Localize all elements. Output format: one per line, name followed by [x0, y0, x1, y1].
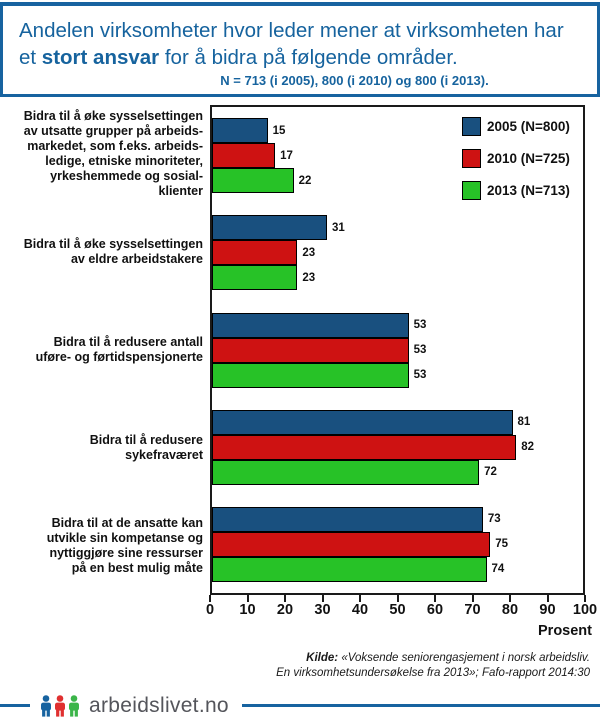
legend-label: 2013 (N=713): [487, 183, 570, 199]
legend-swatch: [462, 117, 481, 136]
category-label-line: av eldre arbeidstakere: [70, 252, 203, 267]
logo-text: arbeidslivet.no: [89, 693, 229, 717]
bar: [212, 460, 479, 485]
bar: [212, 215, 327, 240]
axis-tick-label: 80: [501, 602, 519, 619]
category-label-line: Bidra til å øke sysselsettingen: [23, 237, 203, 252]
category-label: [0, 203, 203, 301]
bar-value-label: 15: [272, 124, 286, 137]
legend: [462, 117, 570, 200]
category-label: [0, 399, 203, 497]
axis-tick-label: 100: [572, 602, 598, 619]
axis-tick-label: 30: [314, 602, 331, 619]
bar-row: [212, 338, 583, 363]
x-axis: [205, 595, 598, 623]
bar-value-label: 53: [413, 369, 427, 382]
bar-value-label: 73: [487, 513, 501, 526]
axis-tick-label: 10: [239, 602, 256, 619]
category-label: [0, 497, 203, 595]
bar-value-label: 53: [413, 344, 427, 357]
category-label-line: på en best mulig måte: [71, 561, 203, 576]
bar-row: [212, 435, 583, 460]
bar: [212, 313, 409, 338]
axis-tick: [284, 595, 286, 602]
bar-value-label: 53: [413, 319, 427, 332]
category-label-line: uføre- og førtidspensjonerte: [35, 350, 203, 365]
category-label-line: klienter: [158, 184, 203, 199]
bar-row: [212, 460, 583, 485]
chart-title: [19, 17, 585, 71]
axis-tick-label: 90: [539, 602, 556, 619]
bar-row: [212, 240, 583, 265]
bar-value-label: 17: [280, 149, 293, 162]
axis-tick-label: 40: [351, 602, 369, 619]
category-label-line: yrkeshemmede og sosial-: [50, 169, 203, 184]
legend-swatch: [462, 149, 481, 168]
bar-row: [212, 265, 583, 290]
legend-label: 2005 (N=800): [487, 119, 570, 135]
plot-column: [205, 105, 598, 640]
axis-tick-label: 50: [389, 602, 406, 619]
category-label: [0, 301, 203, 399]
bar-value-label: 81: [517, 416, 531, 429]
person-icon: [54, 695, 66, 717]
bar-value-label: 31: [332, 221, 345, 234]
category-label-line: ledige, etniske minoriteter,: [45, 154, 203, 169]
bar: [212, 435, 516, 460]
person-icon: [68, 695, 80, 717]
category-label: [0, 105, 203, 203]
bar-value-label: 82: [521, 441, 535, 454]
bar: [212, 507, 483, 532]
bar: [212, 240, 297, 265]
title-box: [0, 2, 600, 97]
bar: [212, 557, 487, 582]
bar-value-label: 75: [495, 538, 509, 551]
bar-group: [212, 496, 583, 593]
bar-row: [212, 507, 583, 532]
people-logo-icon: [40, 695, 80, 717]
legend-item: [462, 181, 570, 200]
footer-line-left: [0, 704, 30, 707]
bar-chart: [0, 105, 600, 639]
bar: [212, 118, 268, 143]
axis-tick: [397, 595, 399, 602]
legend-item: [462, 117, 570, 136]
bar-group: [212, 301, 583, 398]
bar-value-label: 72: [484, 466, 497, 479]
bar-row: [212, 410, 583, 435]
bar-row: [212, 363, 583, 388]
bar-value-label: 74: [491, 563, 505, 576]
axis-tick-label: 0: [205, 602, 215, 619]
footer-line-right: [242, 704, 600, 707]
bar: [212, 265, 297, 290]
category-label-line: nyttiggjøre sine ressurser: [49, 546, 203, 561]
category-label-line: av utsatte grupper på arbeids-: [23, 124, 203, 139]
category-label-line: sykefraværet: [125, 448, 203, 463]
category-label-line: Bidra til å redusere antall: [53, 335, 203, 350]
axis-tick: [247, 595, 249, 602]
legend-item: [462, 149, 570, 168]
bar: [212, 338, 409, 363]
footer-logo-bar: [0, 693, 600, 719]
title-bold-phrase: stort ansvar: [41, 46, 160, 70]
axis-tick: [547, 595, 549, 602]
title-line2-pre: et: [19, 46, 42, 70]
category-label-line: Bidra til å redusere: [89, 433, 203, 448]
source-line2: En virksomhetsundersøkelse fra 2013»; Fafo-rapport 2014:30: [276, 667, 590, 680]
axis-tick: [322, 595, 324, 602]
axis-tick-label: 70: [464, 602, 481, 619]
bar-row: [212, 532, 583, 557]
axis-tick: [434, 595, 436, 602]
axis-tick: [209, 595, 211, 602]
plot-area: [210, 105, 585, 595]
bar-value-label: 23: [302, 246, 316, 259]
category-label-line: Bidra til at de ansatte kan: [51, 516, 203, 531]
legend-swatch: [462, 181, 481, 200]
person-icon: [40, 695, 52, 717]
bar: [212, 168, 294, 193]
bar: [212, 532, 490, 557]
axis-tick: [472, 595, 474, 602]
bar: [212, 410, 513, 435]
bar-group: [212, 399, 583, 496]
source-note: [0, 651, 590, 681]
bar-row: [212, 313, 583, 338]
category-label-line: Bidra til å øke sysselsettingen: [23, 109, 203, 124]
bar-row: [212, 215, 583, 240]
title-line2-post: for å bidra på følgende områder.: [159, 46, 458, 70]
category-label-line: markedet, som f.eks. arbeids-: [27, 139, 203, 154]
title-line1: Andelen virksomheter hvor leder mener at virksomheten har: [19, 19, 564, 42]
category-label-line: utvikle sin kompetanse og: [46, 531, 203, 546]
bar-row: [212, 557, 583, 582]
axis-tick: [359, 595, 361, 602]
sample-size-note: N = 713 (i 2005), 800 (i 2010) og 800 (i 2013).: [220, 73, 489, 89]
x-axis-title: Prosent: [538, 623, 592, 640]
axis-tick-label: 60: [426, 602, 444, 619]
legend-label: 2010 (N=725): [487, 151, 570, 167]
bar-value-label: 23: [302, 271, 316, 284]
axis-tick: [584, 595, 586, 602]
bar-group: [212, 204, 583, 301]
bar-value-label: 22: [298, 174, 312, 187]
bar: [212, 363, 409, 388]
bar: [212, 143, 275, 168]
category-labels: [0, 105, 210, 595]
source-label: Kilde:: [306, 652, 339, 665]
axis-tick-label: 20: [276, 602, 294, 619]
source-line1: «Voksende seniorengasjement i norsk arbeidsliv.: [338, 652, 590, 665]
axis-tick: [509, 595, 511, 602]
